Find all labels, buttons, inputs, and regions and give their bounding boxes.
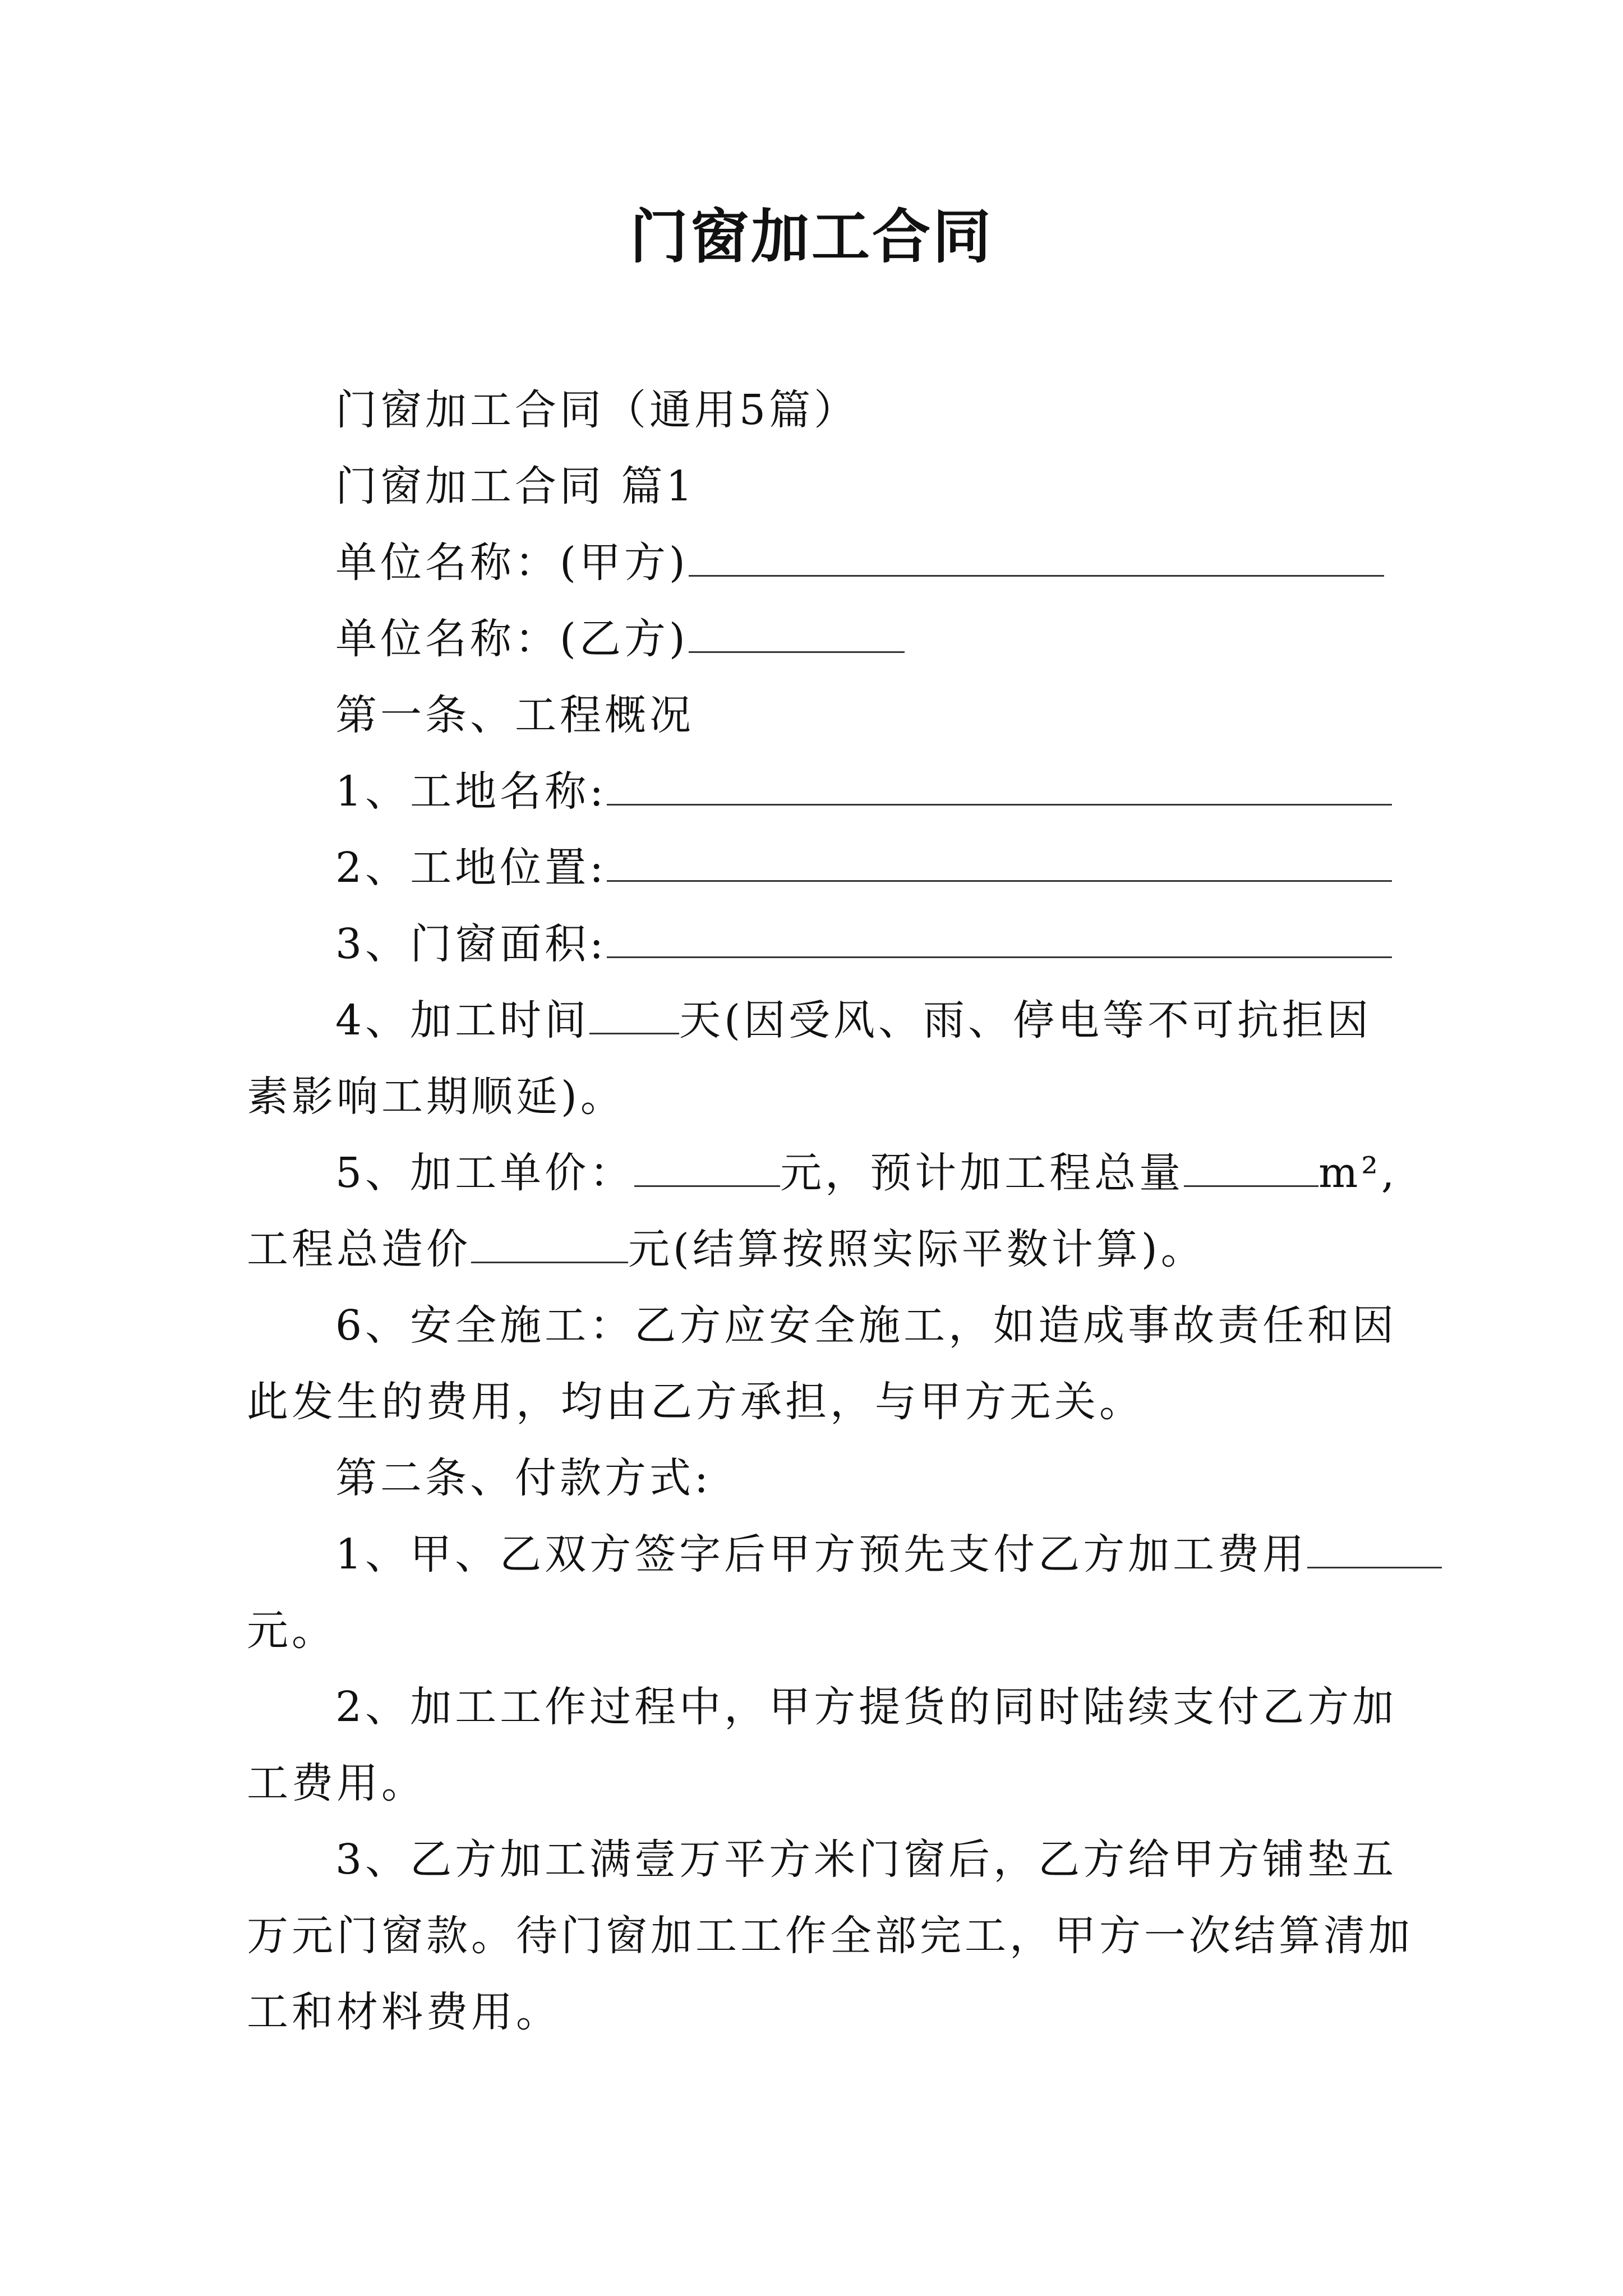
item5-unit: m², xyxy=(1318,1149,1398,1197)
pay3-line1: 3、乙方加工满壹万平方米门窗后，乙方给甲方铺垫五 xyxy=(335,1835,1398,1884)
site-location-label: 2、工地位置: xyxy=(335,844,607,892)
item4-days-blank xyxy=(589,993,679,1034)
total-area-blank xyxy=(1184,1146,1318,1187)
site-name-blank xyxy=(607,765,1392,806)
article1-heading: 第一条、工程概况 xyxy=(335,691,694,739)
pay2-line1: 2、加工工作过程中，甲方提货的同时陆续支付乙方加 xyxy=(335,1683,1398,1731)
item4-text: 天(因受风、雨、停电等不可抗拒因 xyxy=(679,996,1372,1045)
total-cost-blank xyxy=(471,1222,628,1263)
pay1-line1 xyxy=(335,1524,1442,1585)
unit-price-blank xyxy=(634,1146,780,1187)
party-b-blank xyxy=(689,612,905,653)
window-area-label: 3、门窗面积: xyxy=(335,920,607,968)
window-area-blank xyxy=(607,917,1392,958)
item6-line2: 此发生的费用，均由乙方承担，与甲方无关。 xyxy=(247,1378,1144,1426)
item5-line2 xyxy=(247,1218,1206,1280)
window-area-row xyxy=(335,913,1392,975)
site-name-row xyxy=(335,761,1392,822)
pay3-line2: 万元门窗款。待门窗加工工作全部完工，甲方一次结算清加 xyxy=(247,1912,1413,1960)
item5-label: 5、加工单价： xyxy=(335,1149,635,1197)
pay1-line2: 元。 xyxy=(247,1607,336,1655)
site-location-row xyxy=(335,837,1392,899)
site-location-blank xyxy=(607,841,1392,882)
item5-total-text: 元(结算按照实际平数计算)。 xyxy=(628,1225,1206,1273)
party-a-row xyxy=(335,532,1384,593)
item5-total-label: 工程总造价 xyxy=(247,1225,471,1273)
article2-heading: 第二条、付款方式: xyxy=(335,1454,712,1502)
party-a-label: 单位名称：(甲方) xyxy=(335,539,689,587)
item5-line1 xyxy=(335,1142,1398,1204)
document-title: 门窗加工合同 xyxy=(629,202,993,271)
document-subtitle: 门窗加工合同（通用5篇） xyxy=(335,386,859,434)
prepayment-blank xyxy=(1307,1527,1442,1568)
site-name-label: 1、工地名称: xyxy=(335,767,607,816)
item6-line1: 6、安全施工：乙方应安全施工，如造成事故责任和因 xyxy=(335,1301,1398,1350)
item5-text: 元，预计加工程总量 xyxy=(780,1149,1184,1197)
pay2-line2: 工费用。 xyxy=(247,1759,426,1807)
pay3-line3: 工和材料费用。 xyxy=(247,1988,561,2036)
item4-line2: 素影响工期顺延)。 xyxy=(247,1073,625,1121)
chapter-heading: 门窗加工合同 篇1 xyxy=(335,462,696,510)
pay1-text: 1、甲、乙双方签字后甲方预先支付乙方加工费用 xyxy=(335,1530,1308,1579)
item4-label: 4、加工时间 xyxy=(335,996,590,1045)
party-b-label: 单位名称：(乙方) xyxy=(335,615,689,663)
party-b-row xyxy=(335,608,905,670)
item4-line1 xyxy=(335,990,1372,1051)
party-a-blank xyxy=(689,536,1384,577)
